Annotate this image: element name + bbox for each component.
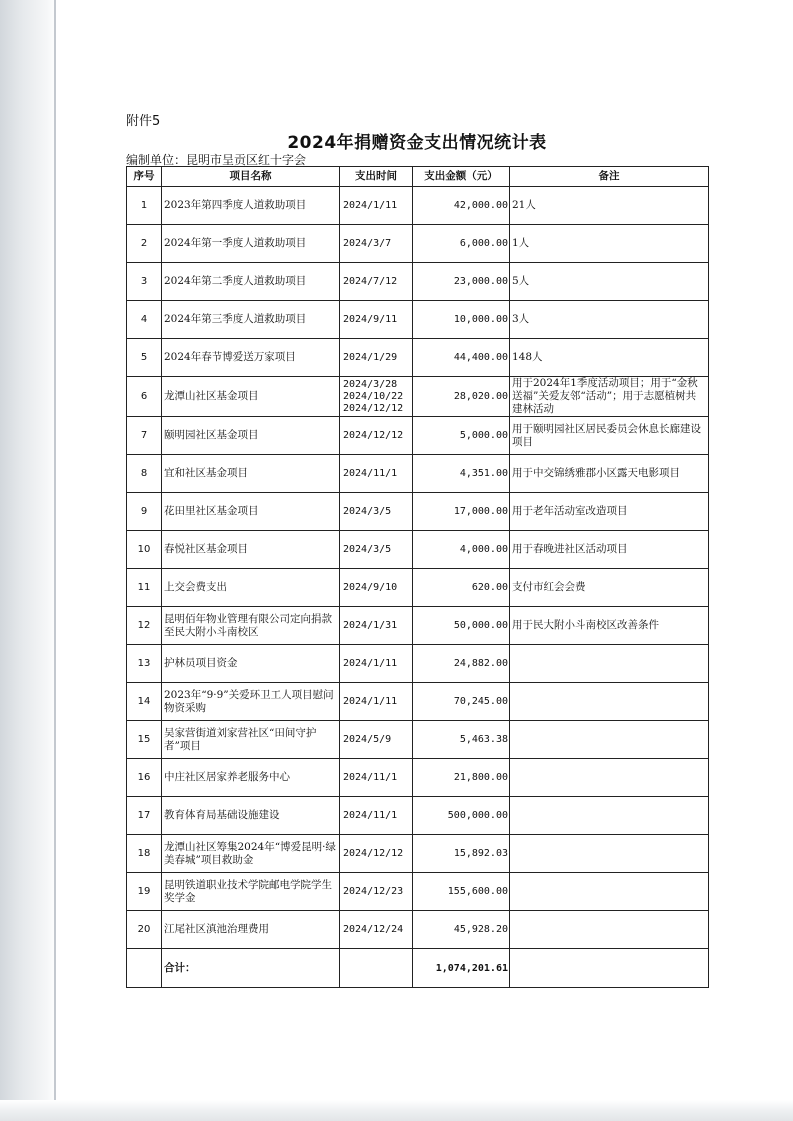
remark: 用于颐明园社区居民委员会休息长廊建设项目 bbox=[510, 417, 709, 455]
expense-date-line: 2024/1/11 bbox=[343, 657, 398, 669]
remark bbox=[510, 911, 709, 949]
expense-date bbox=[340, 531, 413, 569]
table-row bbox=[127, 301, 709, 339]
remark bbox=[510, 797, 709, 835]
expense-date bbox=[340, 759, 413, 797]
project-name: 中庄社区居家养老服务中心 bbox=[162, 759, 340, 797]
table-row bbox=[127, 569, 709, 607]
project-name: 2023年第四季度人道救助项目 bbox=[162, 187, 340, 225]
project-name: 龙潭山社区筹集2024年“博爱昆明·绿美春城”项目救助金 bbox=[162, 835, 340, 873]
row-number: 19 bbox=[127, 873, 162, 911]
expense-date bbox=[340, 607, 413, 645]
remark bbox=[510, 759, 709, 797]
table-row bbox=[127, 339, 709, 377]
remark: 用于老年活动室改造项目 bbox=[510, 493, 709, 531]
row-number: 5 bbox=[127, 339, 162, 377]
expense-date-line: 2024/3/28 bbox=[343, 378, 398, 390]
project-name: 教育体育局基础设施建设 bbox=[162, 797, 340, 835]
header-name: 项目名称 bbox=[162, 167, 340, 187]
expense-date-line: 2024/11/1 bbox=[343, 771, 398, 783]
remark: 5人 bbox=[510, 263, 709, 301]
expense-date bbox=[340, 187, 413, 225]
scan-binding-line bbox=[54, 0, 56, 1121]
expense-amount: 10,000.00 bbox=[413, 301, 510, 339]
expense-date bbox=[340, 873, 413, 911]
row-number: 9 bbox=[127, 493, 162, 531]
row-number: 13 bbox=[127, 645, 162, 683]
expense-amount: 70,245.00 bbox=[413, 683, 510, 721]
expense-amount: 45,928.20 bbox=[413, 911, 510, 949]
expense-date bbox=[340, 225, 413, 263]
expense-date-line: 2024/5/9 bbox=[343, 733, 392, 745]
remark: 3人 bbox=[510, 301, 709, 339]
header-no: 序号 bbox=[127, 167, 162, 187]
total-date-cell bbox=[340, 949, 413, 988]
project-name: 2024年第二季度人道救助项目 bbox=[162, 263, 340, 301]
expense-amount: 42,000.00 bbox=[413, 187, 510, 225]
header-amount: 支出金额（元） bbox=[413, 167, 510, 187]
table-row bbox=[127, 417, 709, 455]
table-row bbox=[127, 187, 709, 225]
expense-amount: 5,463.38 bbox=[413, 721, 510, 759]
row-number: 6 bbox=[127, 377, 162, 417]
row-number: 11 bbox=[127, 569, 162, 607]
table-row bbox=[127, 835, 709, 873]
project-name: 2024年第三季度人道救助项目 bbox=[162, 301, 340, 339]
expense-amount: 500,000.00 bbox=[413, 797, 510, 835]
table-row bbox=[127, 721, 709, 759]
remark bbox=[510, 645, 709, 683]
table-row bbox=[127, 873, 709, 911]
table-row bbox=[127, 911, 709, 949]
table-row bbox=[127, 531, 709, 569]
row-number: 2 bbox=[127, 225, 162, 263]
expense-date-line: 2024/12/23 bbox=[343, 885, 404, 897]
header-date: 支出时间 bbox=[340, 167, 413, 187]
expense-date-line: 2024/9/10 bbox=[343, 581, 398, 593]
project-name: 龙潭山社区基金项目 bbox=[162, 377, 340, 417]
total-amount: 1,074,201.61 bbox=[413, 949, 510, 988]
remark bbox=[510, 721, 709, 759]
table-row bbox=[127, 377, 709, 417]
expense-date bbox=[340, 721, 413, 759]
expense-date-line: 2024/12/12 bbox=[343, 847, 404, 859]
expense-date-line: 2024/12/12 bbox=[343, 402, 404, 414]
expense-date-line: 2024/12/24 bbox=[343, 923, 404, 935]
expense-date bbox=[340, 797, 413, 835]
table-row bbox=[127, 797, 709, 835]
row-number: 16 bbox=[127, 759, 162, 797]
expense-date bbox=[340, 569, 413, 607]
total-note-cell bbox=[510, 949, 709, 988]
remark: 用于春晚进社区活动项目 bbox=[510, 531, 709, 569]
expense-date-line: 2024/3/5 bbox=[343, 543, 392, 555]
scan-page-edge bbox=[0, 0, 56, 1121]
remark: 用于2024年1季度活动项目；用于“金秋送福”关爱友邻“活动”；用于志愿植树共建林活动 bbox=[510, 377, 709, 417]
remark: 1人 bbox=[510, 225, 709, 263]
header-note: 备注 bbox=[510, 167, 709, 187]
expense-date-line: 2024/1/29 bbox=[343, 351, 398, 363]
table-row bbox=[127, 607, 709, 645]
expense-amount: 15,892.03 bbox=[413, 835, 510, 873]
org-label: 编制单位：昆明市呈贡区红十字会 bbox=[126, 153, 307, 167]
table-header-row bbox=[127, 167, 709, 187]
project-name: 2024年第一季度人道救助项目 bbox=[162, 225, 340, 263]
expense-date bbox=[340, 683, 413, 721]
table-row bbox=[127, 455, 709, 493]
row-number: 10 bbox=[127, 531, 162, 569]
expense-amount: 4,000.00 bbox=[413, 531, 510, 569]
row-number: 1 bbox=[127, 187, 162, 225]
expense-amount: 620.00 bbox=[413, 569, 510, 607]
remark bbox=[510, 873, 709, 911]
table-row bbox=[127, 493, 709, 531]
expense-amount: 24,882.00 bbox=[413, 645, 510, 683]
table-row bbox=[127, 759, 709, 797]
expense-date bbox=[340, 263, 413, 301]
remark: 21人 bbox=[510, 187, 709, 225]
remark bbox=[510, 683, 709, 721]
expense-date bbox=[340, 377, 413, 417]
expense-date-line: 2024/1/11 bbox=[343, 199, 398, 211]
expense-amount: 44,400.00 bbox=[413, 339, 510, 377]
row-number: 20 bbox=[127, 911, 162, 949]
row-number: 17 bbox=[127, 797, 162, 835]
project-name: 昆明铁道职业技术学院邮电学院学生奖学金 bbox=[162, 873, 340, 911]
project-name: 春悦社区基金项目 bbox=[162, 531, 340, 569]
expense-amount: 50,000.00 bbox=[413, 607, 510, 645]
expense-amount: 28,020.00 bbox=[413, 377, 510, 417]
expense-date-line: 2024/11/1 bbox=[343, 809, 398, 821]
expense-date-line: 2024/1/31 bbox=[343, 619, 398, 631]
remark bbox=[510, 835, 709, 873]
project-name: 宜和社区基金项目 bbox=[162, 455, 340, 493]
table-row bbox=[127, 225, 709, 263]
expense-date bbox=[340, 417, 413, 455]
row-number: 15 bbox=[127, 721, 162, 759]
expense-date bbox=[340, 645, 413, 683]
table-body bbox=[127, 187, 709, 949]
document-title: 2024年捐赠资金支出情况统计表 bbox=[287, 133, 547, 153]
project-name: 护林员项目资金 bbox=[162, 645, 340, 683]
expense-date-line: 2024/3/7 bbox=[343, 237, 392, 249]
project-name: 颐明园社区基金项目 bbox=[162, 417, 340, 455]
expense-date-line: 2024/7/12 bbox=[343, 275, 398, 287]
expenditure-table bbox=[126, 166, 709, 988]
row-number: 4 bbox=[127, 301, 162, 339]
expense-amount: 17,000.00 bbox=[413, 493, 510, 531]
expense-date bbox=[340, 301, 413, 339]
expense-date-line: 2024/11/1 bbox=[343, 467, 398, 479]
project-name: 昆明佰年物业管理有限公司定向捐款至民大附小斗南校区 bbox=[162, 607, 340, 645]
row-number: 8 bbox=[127, 455, 162, 493]
row-number: 14 bbox=[127, 683, 162, 721]
remark: 用于中交锦绣雅郡小区露天电影项目 bbox=[510, 455, 709, 493]
attachment-label: 附件5 bbox=[126, 114, 161, 129]
project-name: 2023年“9·9”关爱环卫工人项目慰问物资采购 bbox=[162, 683, 340, 721]
remark: 用于民大附小斗南校区改善条件 bbox=[510, 607, 709, 645]
total-row bbox=[127, 949, 709, 988]
expense-date-line: 2024/9/11 bbox=[343, 313, 398, 325]
expense-date bbox=[340, 339, 413, 377]
expense-amount: 6,000.00 bbox=[413, 225, 510, 263]
table-row bbox=[127, 683, 709, 721]
row-number: 18 bbox=[127, 835, 162, 873]
project-name: 花田里社区基金项目 bbox=[162, 493, 340, 531]
expense-date-line: 2024/1/11 bbox=[343, 695, 398, 707]
total-no-cell bbox=[127, 949, 162, 988]
expense-amount: 23,000.00 bbox=[413, 263, 510, 301]
expense-date bbox=[340, 455, 413, 493]
table-row bbox=[127, 645, 709, 683]
expense-amount: 21,800.00 bbox=[413, 759, 510, 797]
project-name: 上交会费支出 bbox=[162, 569, 340, 607]
row-number: 3 bbox=[127, 263, 162, 301]
table-row bbox=[127, 263, 709, 301]
project-name: 江尾社区滇池治理费用 bbox=[162, 911, 340, 949]
expense-date bbox=[340, 493, 413, 531]
expense-amount: 4,351.00 bbox=[413, 455, 510, 493]
expense-amount: 155,600.00 bbox=[413, 873, 510, 911]
expense-date-line: 2024/3/5 bbox=[343, 505, 392, 517]
project-name: 2024年春节博爱送万家项目 bbox=[162, 339, 340, 377]
remark: 支付市红会会费 bbox=[510, 569, 709, 607]
row-number: 7 bbox=[127, 417, 162, 455]
expense-amount: 5,000.00 bbox=[413, 417, 510, 455]
expense-date bbox=[340, 835, 413, 873]
row-number: 12 bbox=[127, 607, 162, 645]
scan-bottom-shadow bbox=[0, 1100, 793, 1121]
remark: 148人 bbox=[510, 339, 709, 377]
expense-date bbox=[340, 911, 413, 949]
expense-date-line: 2024/12/12 bbox=[343, 429, 404, 441]
total-label: 合计： bbox=[162, 949, 340, 988]
project-name: 吴家营街道刘家营社区“田间守护者”项目 bbox=[162, 721, 340, 759]
expense-date-line: 2024/10/22 bbox=[343, 390, 404, 402]
